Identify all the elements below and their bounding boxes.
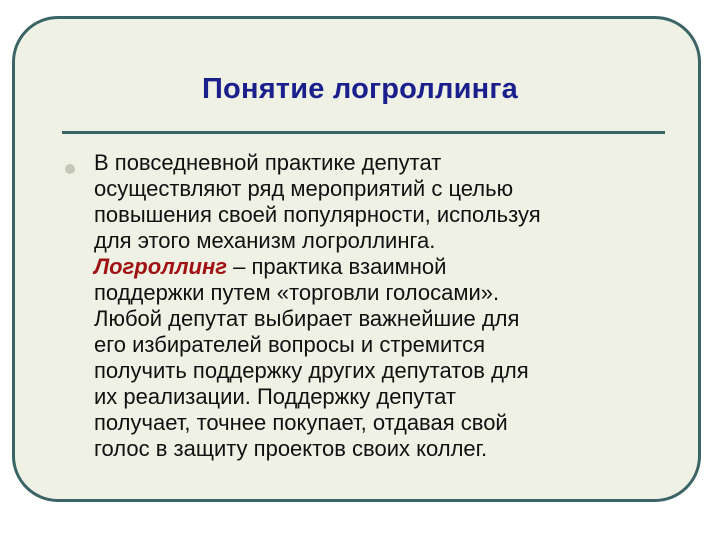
text-line: В повседневной практике депутат <box>94 150 442 175</box>
text-line: его избирателей вопросы и стремится <box>94 332 486 357</box>
title-divider <box>62 131 665 134</box>
text-line: получить поддержку других депутатов для <box>94 358 529 383</box>
text-line: Любой депутат выбирает важнейшие для <box>94 306 520 331</box>
text-line: голос в защиту проектов своих коллег. <box>94 436 488 461</box>
text-line: получает, точнее покупает, отдавая свой <box>94 410 508 435</box>
bullet-text <box>94 150 664 462</box>
text-line: поддержки путем «торговли голосами». <box>94 280 500 305</box>
slide-title: Понятие логроллинга <box>202 73 518 105</box>
text-line: их реализации. Поддержку депутат <box>94 384 457 409</box>
term-definition-text: – практика взаимной <box>227 254 447 279</box>
text-line: повышения своей популярности, используя <box>94 202 541 227</box>
text-line: для этого механизм логроллинга. <box>94 228 436 253</box>
bullet-icon <box>65 164 75 174</box>
text-line: осуществляют ряд мероприятий с целью <box>94 176 514 201</box>
term-highlight: Логроллинг <box>94 254 228 279</box>
term-definition-line <box>94 254 664 280</box>
